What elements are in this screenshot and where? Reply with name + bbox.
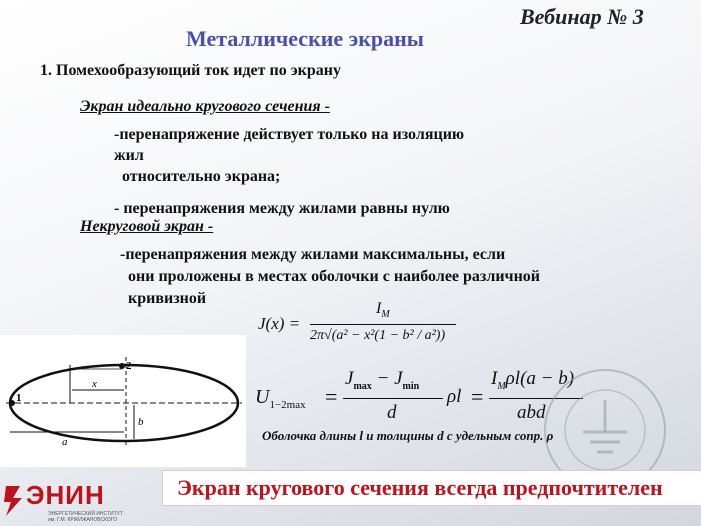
circular-line-4: - перенапряжения между жилами равны нулю [114, 200, 450, 217]
label-1: 1 [16, 392, 22, 404]
formula1-lhs: J(x) = [258, 314, 301, 333]
noncircular-line-1: -перенапряжения между жилами максимальны, если [120, 246, 506, 263]
slide-title: Металлические экраны [186, 26, 424, 51]
formula-caption: Оболочка длины l и толщины d с удельным сопр. ρ [262, 428, 554, 443]
label-x: x [92, 378, 97, 390]
circular-line-1: -перенапряжение действует только на изоляцию [114, 126, 465, 143]
formula2-den1: d [387, 402, 397, 423]
formula2-bar1 [343, 398, 443, 399]
noncircular-heading: Некруговой экран - [80, 218, 214, 235]
label-b: b [138, 416, 144, 428]
logo-wordmark: ЭНИН [26, 480, 105, 510]
formula1-fraction-bar [310, 324, 456, 325]
ellipse-svg [0, 335, 246, 467]
circular-line-2: жил [114, 147, 144, 164]
formula2-lhs: $U_{1-2max}$ [255, 386, 306, 411]
circular-heading: Экран идеально кругового сечения - [80, 98, 330, 115]
point-1: 1. Помехообразующий ток идет по экрану [40, 62, 341, 79]
formula2-num1: $J_{max} - J_{min}$ [345, 368, 420, 392]
noncircular-line-2: они проложены в местах оболочки с наиболее различной [128, 268, 540, 285]
circular-line-3: относительно экрана; [122, 168, 281, 185]
formula-current-density [258, 300, 478, 350]
formula2-eq1: = [325, 384, 338, 409]
webinar-label: Вебинар № 3 [520, 4, 644, 29]
logo-subtitle: ЭНЕРГЕТИЧЕСКИЙ ИНСТИТУТ им. Г.М. КРЖИЖАНОВСКОГО [48, 511, 123, 523]
energy-logo-icon [2, 484, 24, 518]
label-a: a [62, 436, 68, 448]
formula2-den2: abd [517, 402, 546, 423]
formula2-rho-l: ρl [447, 386, 462, 407]
ellipse-diagram [0, 335, 246, 467]
formula2-num2: $I_M\rho l(a - b)$ [491, 368, 575, 392]
formula1-numerator: $I_M$ [376, 300, 390, 321]
label-2: 2 [126, 360, 132, 372]
conclusion-banner [162, 470, 701, 506]
point-1-dot [9, 400, 15, 406]
formula1-denominator: 2π√(a² − x²(1 − b² / a²)) [310, 328, 446, 343]
conclusion-text: Экран кругового сечения всегда предпочтителен [177, 475, 663, 500]
formula2-eq2: = [471, 384, 484, 409]
point-2-dot [119, 363, 125, 369]
noncircular-line-3: кривизной [128, 290, 207, 307]
